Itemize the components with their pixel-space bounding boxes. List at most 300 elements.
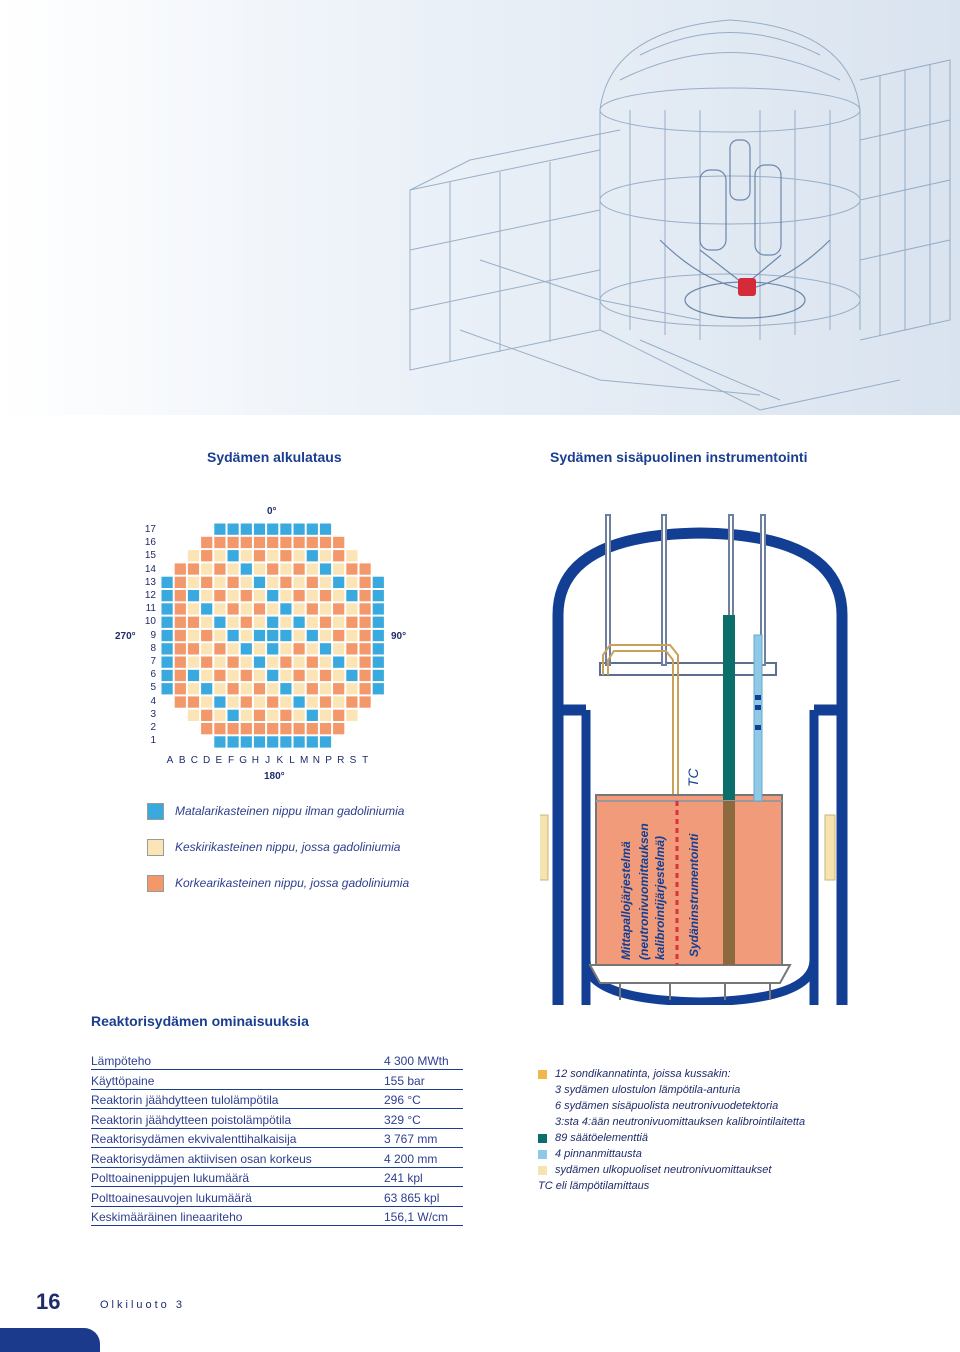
- fuel-assembly-cell: [214, 656, 226, 668]
- fuel-assembly-cell: [306, 723, 318, 735]
- fuel-assembly-cell: [201, 683, 213, 695]
- fuel-assembly-cell: [253, 656, 265, 668]
- core-loading-map: [160, 522, 386, 749]
- fuel-assembly-cell: [319, 683, 331, 695]
- fuel-assembly-cell: [187, 696, 199, 708]
- core-row-label: 7: [150, 656, 156, 667]
- legend-marker-probes: [538, 1070, 547, 1079]
- fuel-assembly-cell: [306, 696, 318, 708]
- control-rod: [723, 615, 735, 800]
- fuel-assembly-cell: [267, 696, 279, 708]
- fuel-assembly-cell: [214, 683, 226, 695]
- legend-marker-ex-core: [538, 1166, 547, 1175]
- fuel-assembly-cell: [240, 709, 252, 721]
- fuel-assembly-cell: [372, 669, 384, 681]
- core-column-label: E: [215, 755, 223, 766]
- label-core-instrumentation: Sydäninstrumentointi: [687, 833, 701, 957]
- fuel-assembly-cell: [253, 709, 265, 721]
- fuel-assembly-cell: [346, 656, 358, 668]
- fuel-assembly-cell: [280, 643, 292, 655]
- fuel-assembly-cell: [187, 563, 199, 575]
- fuel-assembly-cell: [293, 576, 305, 588]
- fuel-assembly-cell: [240, 683, 252, 695]
- fuel-assembly-cell: [346, 696, 358, 708]
- fuel-assembly-cell: [306, 643, 318, 655]
- legend-text-probes-sub1: 3 sydämen ulostulon lämpötila-anturia: [555, 1084, 741, 1096]
- fuel-assembly-cell: [346, 683, 358, 695]
- fuel-assembly-cell: [214, 536, 226, 548]
- fuel-assembly-cell: [201, 616, 213, 628]
- property-label: Lämpöteho: [91, 1054, 152, 1068]
- fuel-assembly-cell: [174, 643, 186, 655]
- fuel-assembly-cell: [293, 669, 305, 681]
- fuel-assembly-cell: [201, 656, 213, 668]
- fuel-assembly-cell: [240, 523, 252, 535]
- property-label: Polttoainesauvojen lukumäärä: [91, 1190, 252, 1205]
- fuel-assembly-cell: [214, 603, 226, 615]
- fuel-assembly-cell: [253, 723, 265, 735]
- fuel-assembly-cell: [306, 563, 318, 575]
- core-row-label: 17: [144, 524, 156, 535]
- fuel-assembly-cell: [227, 669, 239, 681]
- fuel-assembly-cell: [359, 643, 371, 655]
- fuel-assembly-cell: [280, 590, 292, 602]
- fuel-assembly-cell: [253, 696, 265, 708]
- fuel-assembly-cell: [372, 683, 384, 695]
- fuel-assembly-cell: [214, 723, 226, 735]
- fuel-assembly-cell: [293, 736, 305, 748]
- fuel-assembly-cell: [227, 590, 239, 602]
- fuel-assembly-cell: [333, 709, 345, 721]
- fuel-assembly-cell: [333, 603, 345, 615]
- property-label: Reaktorin jäähdytteen poistolämpötila: [91, 1112, 292, 1127]
- instrument-legend-item-probes: [538, 1066, 805, 1082]
- fuel-assembly-cell: [267, 616, 279, 628]
- fuel-assembly-cell: [161, 629, 173, 641]
- fuel-assembly-cell: [214, 590, 226, 602]
- fuel-assembly-cell: [346, 643, 358, 655]
- fuel-assembly-cell: [333, 669, 345, 681]
- fuel-assembly-cell: [253, 590, 265, 602]
- fuel-assembly-cell: [372, 590, 384, 602]
- fuel-assembly-cell: [174, 590, 186, 602]
- legend-swatch-high-enriched: [147, 875, 164, 892]
- fuel-assembly-cell: [333, 683, 345, 695]
- instrument-legend-item-ex-core: [538, 1162, 805, 1178]
- fuel-assembly-cell: [280, 550, 292, 562]
- property-value: 3 767 mm: [384, 1132, 438, 1146]
- ex-core-detector-left: [540, 815, 548, 880]
- fuel-assembly-cell: [174, 669, 186, 681]
- fuel-assembly-cell: [201, 550, 213, 562]
- fuel-assembly-cell: [280, 563, 292, 575]
- core-column-label: J: [265, 755, 271, 766]
- footer-tab-decoration: [0, 1328, 100, 1352]
- fuel-assembly-cell: [267, 709, 279, 721]
- fuel-assembly-cell: [267, 629, 279, 641]
- fuel-assembly-cell: [253, 523, 265, 535]
- fuel-assembly-cell: [253, 629, 265, 641]
- fuel-assembly-cell: [214, 616, 226, 628]
- fuel-assembly-cell: [227, 629, 239, 641]
- fuel-assembly-cell: [214, 550, 226, 562]
- fuel-assembly-cell: [319, 669, 331, 681]
- fuel-assembly-cell: [214, 523, 226, 535]
- fuel-assembly-cell: [280, 656, 292, 668]
- core-column-label: D: [202, 755, 211, 766]
- fuel-assembly-cell: [227, 550, 239, 562]
- fuel-assembly-cell: [333, 550, 345, 562]
- upper-plate: [600, 663, 776, 675]
- fuel-assembly-cell: [201, 603, 213, 615]
- fuel-assembly-cell: [346, 616, 358, 628]
- fuel-assembly-cell: [280, 736, 292, 748]
- angle-label-top: 0°: [267, 506, 277, 517]
- legend-item-mid-enriched: [147, 838, 400, 856]
- fuel-assembly-cell: [161, 603, 173, 615]
- legend-text-probes: 12 sondikannatinta, joissa kussakin:: [555, 1068, 731, 1080]
- fuel-assembly-cell: [333, 576, 345, 588]
- property-value: 156,1 W/cm: [384, 1210, 449, 1224]
- fuel-assembly-cell: [174, 656, 186, 668]
- fuel-assembly-cell: [306, 550, 318, 562]
- core-column-label: L: [289, 755, 295, 766]
- fuel-assembly-cell: [214, 563, 226, 575]
- fuel-assembly-cell: [253, 736, 265, 748]
- fuel-assembly-cell: [227, 683, 239, 695]
- fuel-assembly-cell: [187, 683, 199, 695]
- fuel-assembly-cell: [214, 709, 226, 721]
- fuel-assembly-cell: [280, 616, 292, 628]
- core-row-label: 16: [144, 537, 156, 549]
- fuel-assembly-cell: [201, 536, 213, 548]
- fuel-assembly-cell: [306, 523, 318, 535]
- instrument-legend-item-tc: TC eli lämpötilamittaus: [538, 1180, 650, 1192]
- property-label: Keskimääräinen lineaariteho: [91, 1210, 243, 1224]
- fuel-assembly-cell: [240, 656, 252, 668]
- fuel-assembly-cell: [187, 643, 199, 655]
- fuel-assembly-cell: [359, 656, 371, 668]
- legend-marker-level: [538, 1150, 547, 1159]
- instrument-legend: [538, 1066, 805, 1194]
- fuel-assembly-cell: [214, 696, 226, 708]
- fuel-assembly-cell: [319, 629, 331, 641]
- legend-text-level: 4 pinnanmittausta: [555, 1148, 642, 1160]
- label-aeroball-line3: kalibrointijärjestelmä): [653, 835, 667, 960]
- fuel-assembly-cell: [333, 536, 345, 548]
- fuel-assembly-cell: [319, 656, 331, 668]
- fuel-assembly-cell: [306, 616, 318, 628]
- fuel-assembly-cell: [293, 550, 305, 562]
- core-column-label: A: [166, 755, 174, 766]
- legend-label-mid-enriched: Keskirikasteinen nippu, jossa gadoliniumia: [175, 840, 401, 854]
- fuel-assembly-cell: [280, 603, 292, 615]
- fuel-assembly-cell: [346, 590, 358, 602]
- hero-wireframe-illustration: [0, 0, 960, 415]
- fuel-assembly-cell: [240, 736, 252, 748]
- fuel-assembly-cell: [372, 656, 384, 668]
- core-row-label: 10: [144, 616, 156, 628]
- property-row: [91, 1128, 463, 1148]
- fuel-assembly-cell: [319, 696, 331, 708]
- property-row: [91, 1070, 463, 1090]
- fuel-assembly-cell: [346, 629, 358, 641]
- label-aeroball-line2: (neutronivuomittauksen: [637, 823, 651, 960]
- fuel-assembly-cell: [359, 603, 371, 615]
- page-number: 16: [36, 1289, 61, 1314]
- fuel-assembly-cell: [267, 590, 279, 602]
- fuel-assembly-cell: [267, 550, 279, 562]
- heading-core-loading: Sydämen alkulataus: [207, 449, 342, 465]
- fuel-assembly-cell: [319, 563, 331, 575]
- fuel-assembly-cell: [293, 616, 305, 628]
- core-row-label: 11: [145, 603, 156, 615]
- instrument-legend-item-control-rods: [538, 1130, 805, 1146]
- core-column-label: C: [190, 755, 198, 766]
- reactor-vessel-highlight-icon: [738, 278, 756, 296]
- fuel-assembly-cell: [319, 709, 331, 721]
- fuel-assembly-cell: [253, 683, 265, 695]
- core-column-label: K: [276, 755, 284, 766]
- fuel-assembly-cell: [214, 669, 226, 681]
- fuel-assembly-cell: [359, 629, 371, 641]
- publication-name: Olkiluoto 3: [100, 1299, 185, 1311]
- label-aeroball-line1: Mittapallojärjestelmä: [619, 841, 633, 960]
- fuel-assembly-cell: [240, 723, 252, 735]
- fuel-assembly-cell: [372, 616, 384, 628]
- fuel-assembly-cell: [280, 723, 292, 735]
- fuel-assembly-cell: [201, 709, 213, 721]
- angle-label-bottom: 180°: [264, 771, 285, 782]
- fuel-assembly-cell: [319, 576, 331, 588]
- properties-title: Reaktorisydämen ominaisuuksia: [91, 1013, 309, 1029]
- fuel-assembly-cell: [240, 629, 252, 641]
- fuel-assembly-cell: [227, 563, 239, 575]
- fuel-assembly-cell: [267, 643, 279, 655]
- core-support: [590, 965, 790, 983]
- property-value: 241 kpl: [384, 1171, 423, 1185]
- ex-core-detector-right: [825, 815, 835, 880]
- fuel-assembly-cell: [372, 643, 384, 655]
- fuel-assembly-cell: [319, 736, 331, 748]
- fuel-assembly-cell: [161, 576, 173, 588]
- fuel-assembly-cell: [214, 576, 226, 588]
- fuel-assembly-cell: [174, 696, 186, 708]
- core-column-label: H: [251, 755, 259, 766]
- core-row-label: 4: [150, 695, 156, 707]
- fuel-assembly-cell: [372, 629, 384, 641]
- fuel-assembly-cell: [306, 683, 318, 695]
- fuel-assembly-cell: [280, 629, 292, 641]
- fuel-assembly-cell: [267, 603, 279, 615]
- fuel-assembly-cell: [359, 669, 371, 681]
- property-label: Reaktorin jäähdytteen tulolämpötila: [91, 1093, 279, 1107]
- property-value: 296 °C: [384, 1093, 421, 1107]
- core-row-label: 6: [150, 669, 156, 681]
- fuel-assembly-cell: [280, 669, 292, 681]
- fuel-assembly-cell: [333, 723, 345, 735]
- fuel-assembly-cell: [319, 590, 331, 602]
- fuel-assembly-cell: [306, 629, 318, 641]
- fuel-assembly-cell: [201, 563, 213, 575]
- fuel-assembly-cell: [161, 590, 173, 602]
- fuel-assembly-cell: [293, 723, 305, 735]
- fuel-assembly-cell: [214, 629, 226, 641]
- legend-item-high-enriched: [147, 874, 409, 892]
- fuel-assembly-cell: [293, 536, 305, 548]
- fuel-assembly-cell: [293, 709, 305, 721]
- fuel-assembly-cell: [240, 576, 252, 588]
- fuel-assembly-cell: [346, 603, 358, 615]
- fuel-assembly-cell: [306, 709, 318, 721]
- legend-swatch-low-enriched: [147, 803, 164, 820]
- core-row-label: 3: [150, 708, 156, 720]
- fuel-assembly-cell: [267, 563, 279, 575]
- fuel-assembly-cell: [201, 643, 213, 655]
- heading-core-instrumentation: Sydämen sisäpuolinen instrumentointi: [550, 449, 808, 465]
- legend-item-low-enriched: [147, 802, 404, 820]
- fuel-assembly-cell: [267, 656, 279, 668]
- fuel-assembly-cell: [201, 590, 213, 602]
- property-row: [91, 1167, 463, 1187]
- fuel-assembly-cell: [293, 683, 305, 695]
- fuel-assembly-cell: [293, 643, 305, 655]
- fuel-assembly-cell: [319, 603, 331, 615]
- fuel-assembly-cell: [267, 669, 279, 681]
- core-column-label: S: [349, 755, 357, 766]
- fuel-assembly-cell: [187, 576, 199, 588]
- core-column-label: P: [325, 755, 332, 766]
- fuel-assembly-cell: [267, 523, 279, 535]
- core-row-label: 12: [144, 590, 156, 601]
- core-column-label: N: [312, 755, 320, 766]
- fuel-assembly-cell: [253, 576, 265, 588]
- fuel-assembly-cell: [280, 523, 292, 535]
- core-row-label: 1: [150, 735, 156, 747]
- fuel-assembly-cell: [333, 643, 345, 655]
- fuel-assembly-cell: [227, 709, 239, 721]
- legend-text-probes-sub2: 6 sydämen sisäpuolista neutronivuodetektoria: [555, 1100, 779, 1112]
- fuel-assembly-cell: [293, 696, 305, 708]
- fuel-assembly-cell: [161, 683, 173, 695]
- fuel-assembly-cell: [227, 736, 239, 748]
- property-label: Polttoainenippujen lukumäärä: [91, 1171, 250, 1185]
- fuel-assembly-cell: [240, 696, 252, 708]
- fuel-assembly-cell: [333, 696, 345, 708]
- fuel-assembly-cell: [187, 709, 199, 721]
- fuel-assembly-cell: [267, 536, 279, 548]
- instrument-legend-item-level: [538, 1146, 805, 1162]
- core-row-label: 8: [150, 642, 156, 654]
- property-row: [91, 1089, 463, 1109]
- fuel-assembly-cell: [201, 696, 213, 708]
- fuel-assembly-cell: [346, 563, 358, 575]
- fuel-assembly-cell: [227, 523, 239, 535]
- property-value: 63 865 kpl: [384, 1190, 440, 1205]
- fuel-assembly-cell: [306, 536, 318, 548]
- legend-text-probes-sub3: 3:sta 4:ään neutronivuomittauksen kalibrointilaitetta: [555, 1116, 806, 1128]
- fuel-assembly-cell: [346, 550, 358, 562]
- fuel-assembly-cell: [240, 563, 252, 575]
- level-measurement: [754, 635, 762, 801]
- fuel-assembly-cell: [240, 550, 252, 562]
- fuel-assembly-cell: [253, 563, 265, 575]
- core-column-label: G: [239, 755, 248, 766]
- fuel-assembly-cell: [306, 603, 318, 615]
- fuel-assembly-cell: [359, 576, 371, 588]
- fuel-assembly-cell: [253, 536, 265, 548]
- fuel-assembly-cell: [253, 616, 265, 628]
- core-row-label: 9: [150, 629, 156, 641]
- core-row-label: 13: [144, 576, 156, 588]
- fuel-assembly-cell: [201, 669, 213, 681]
- fuel-assembly-cell: [359, 590, 371, 602]
- fuel-assembly-cell: [187, 656, 199, 668]
- core-row-label: 14: [144, 563, 156, 575]
- property-value: 4 200 mm: [384, 1151, 438, 1166]
- fuel-assembly-cell: [359, 563, 371, 575]
- fuel-assembly-cell: [174, 616, 186, 628]
- reactor-building-wireframe: [0, 0, 960, 415]
- fuel-assembly-cell: [227, 603, 239, 615]
- fuel-assembly-cell: [187, 590, 199, 602]
- fuel-assembly-cell: [201, 576, 213, 588]
- fuel-assembly-cell: [346, 576, 358, 588]
- fuel-assembly-cell: [319, 536, 331, 548]
- fuel-assembly-cell: [187, 550, 199, 562]
- reactor-vessel-diagram: [540, 505, 860, 1005]
- fuel-assembly-cell: [174, 563, 186, 575]
- fuel-assembly-cell: [306, 669, 318, 681]
- fuel-assembly-cell: [253, 669, 265, 681]
- legend-label-low-enriched: Matalarikasteinen nippu ilman gadoliniumia: [175, 804, 405, 818]
- fuel-assembly-cell: [293, 590, 305, 602]
- fuel-assembly-cell: [174, 629, 186, 641]
- fuel-assembly-cell: [333, 590, 345, 602]
- property-label: Käyttöpaine: [91, 1073, 155, 1088]
- fuel-assembly-cell: [319, 643, 331, 655]
- fuel-assembly-cell: [227, 723, 239, 735]
- fuel-assembly-cell: [227, 616, 239, 628]
- fuel-assembly-cell: [306, 590, 318, 602]
- fuel-assembly-cell: [319, 550, 331, 562]
- fuel-assembly-cell: [227, 696, 239, 708]
- fuel-assembly-cell: [187, 629, 199, 641]
- legend-text-control-rods: 89 säätöelementtiä: [555, 1132, 648, 1144]
- fuel-assembly-cell: [214, 736, 226, 748]
- fuel-assembly-cell: [359, 683, 371, 695]
- fuel-assembly-cell: [187, 616, 199, 628]
- fuel-assembly-cell: [201, 723, 213, 735]
- control-rod-in-core: [723, 801, 735, 965]
- fuel-assembly-cell: [227, 643, 239, 655]
- fuel-assembly-cell: [319, 723, 331, 735]
- legend-text-ex-core: sydämen ulkopuoliset neutronivuomittaukset: [555, 1164, 772, 1176]
- fuel-assembly-cell: [161, 616, 173, 628]
- fuel-assembly-cell: [372, 603, 384, 615]
- fuel-assembly-cell: [161, 656, 173, 668]
- legend-label-high-enriched: Korkearikasteinen nippu, jossa gadoliniumia: [175, 876, 410, 890]
- fuel-assembly-cell: [333, 616, 345, 628]
- fuel-assembly-cell: [267, 723, 279, 735]
- fuel-assembly-cell: [372, 576, 384, 588]
- fuel-assembly-cell: [267, 576, 279, 588]
- property-row: [91, 1050, 463, 1070]
- fuel-assembly-cell: [280, 576, 292, 588]
- fuel-assembly-cell: [240, 643, 252, 655]
- core-row-label: 15: [144, 550, 156, 562]
- fuel-assembly-cell: [174, 603, 186, 615]
